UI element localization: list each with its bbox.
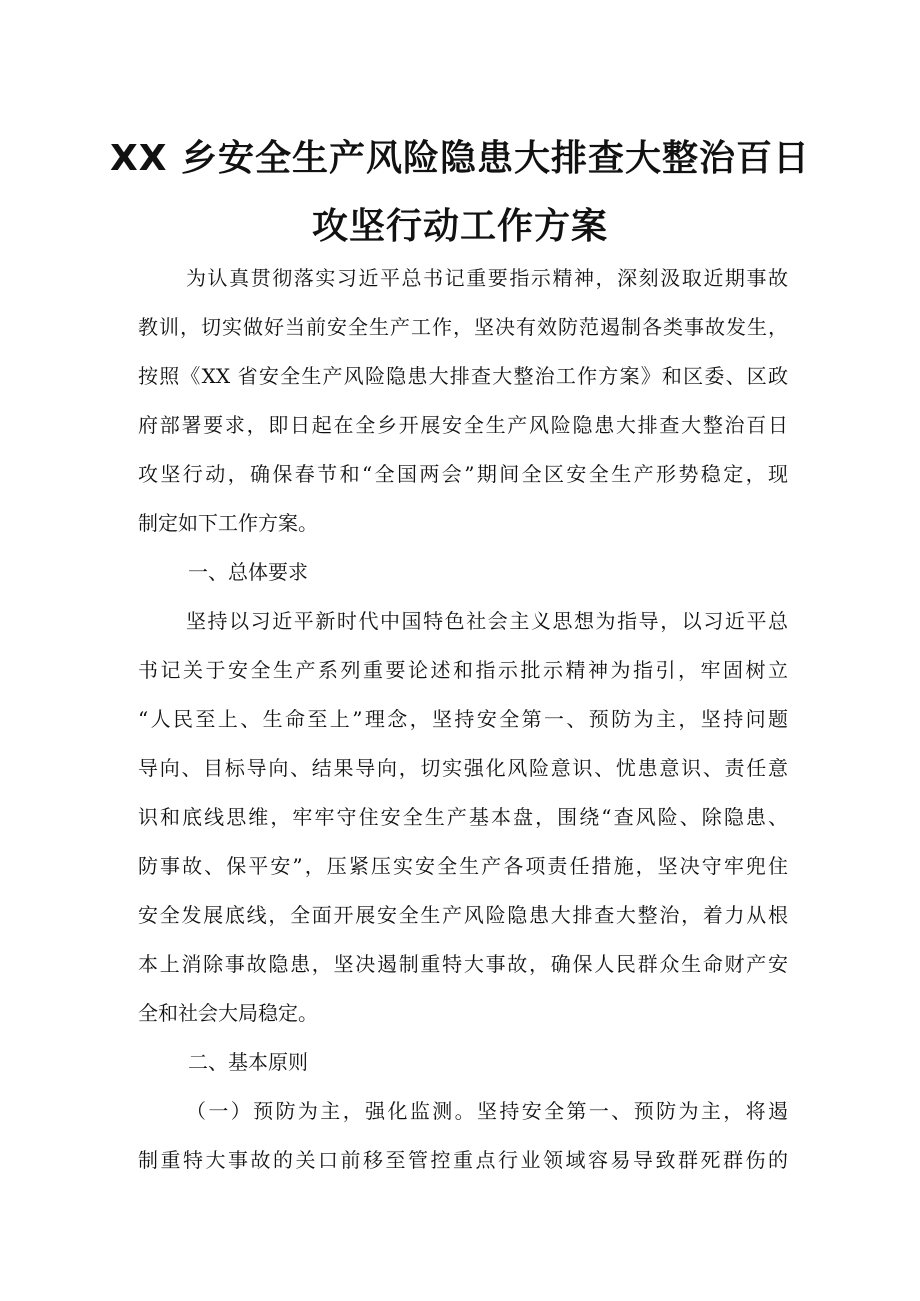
document-title-line-1: XX 乡安全生产风险隐患大排查大整治百日 xyxy=(109,138,811,179)
paragraph-line: （一）预防为主，强化监测。坚持安全第一、预防为主，将遏 xyxy=(186,1099,788,1123)
paragraph-line: “人民至上、生命至上”理念，坚持安全第一、预防为主，坚持问题 xyxy=(138,707,788,731)
paragraph-line: 坚持以习近平新时代中国特色社会主义思想为指导，以习近平总 xyxy=(186,609,788,633)
paragraph-line: 制重特大事故的关口前移至管控重点行业领域容易导致群死群伤的 xyxy=(138,1148,788,1172)
paragraph-line: 教训，切实做好当前安全生产工作，坚决有效防范遏制各类事故发生， xyxy=(138,315,788,339)
paragraph-line: 为认真贯彻落实习近平总书记重要指示精神，深刻汲取近期事故 xyxy=(186,266,788,290)
paragraph-line: 按照《XX 省安全生产风险隐患大排查大整治工作方案》和区委、区政 xyxy=(138,364,788,388)
paragraph-line: 识和底线思维，牢牢守住安全生产基本盘，围绕“查风险、除隐患、 xyxy=(138,805,788,829)
paragraph-line: 制定如下工作方案。 xyxy=(138,511,318,535)
section-heading-2: 二、基本原则 xyxy=(188,1050,308,1074)
document-title-line-2: 攻坚行动工作方案 xyxy=(311,206,608,247)
paragraph-line: 本上消除事故隐患，坚决遏制重特大事故，确保人民群众生命财产安 xyxy=(138,952,788,976)
paragraph-line: 全和社会大局稳定。 xyxy=(138,1001,318,1025)
paragraph-line: 府部署要求，即日起在全乡开展安全生产风险隐患大排查大整治百日 xyxy=(138,413,788,437)
section-heading-1: 一、总体要求 xyxy=(188,560,308,584)
paragraph-line: 书记关于安全生产系列重要论述和指示批示精神为指引，牢固树立 xyxy=(138,658,788,682)
paragraph-line: 安全发展底线，全面开展安全生产风险隐患大排查大整治，着力从根 xyxy=(138,903,788,927)
paragraph-line: 导向、目标导向、结果导向，切实强化风险意识、忧患意识、责任意 xyxy=(138,756,788,780)
paragraph-line: 攻坚行动，确保春节和“全国两会”期间全区安全生产形势稳定，现 xyxy=(138,462,788,486)
paragraph-line: 防事故、保平安”，压紧压实安全生产各项责任措施，坚决守牢兜住 xyxy=(138,854,788,878)
